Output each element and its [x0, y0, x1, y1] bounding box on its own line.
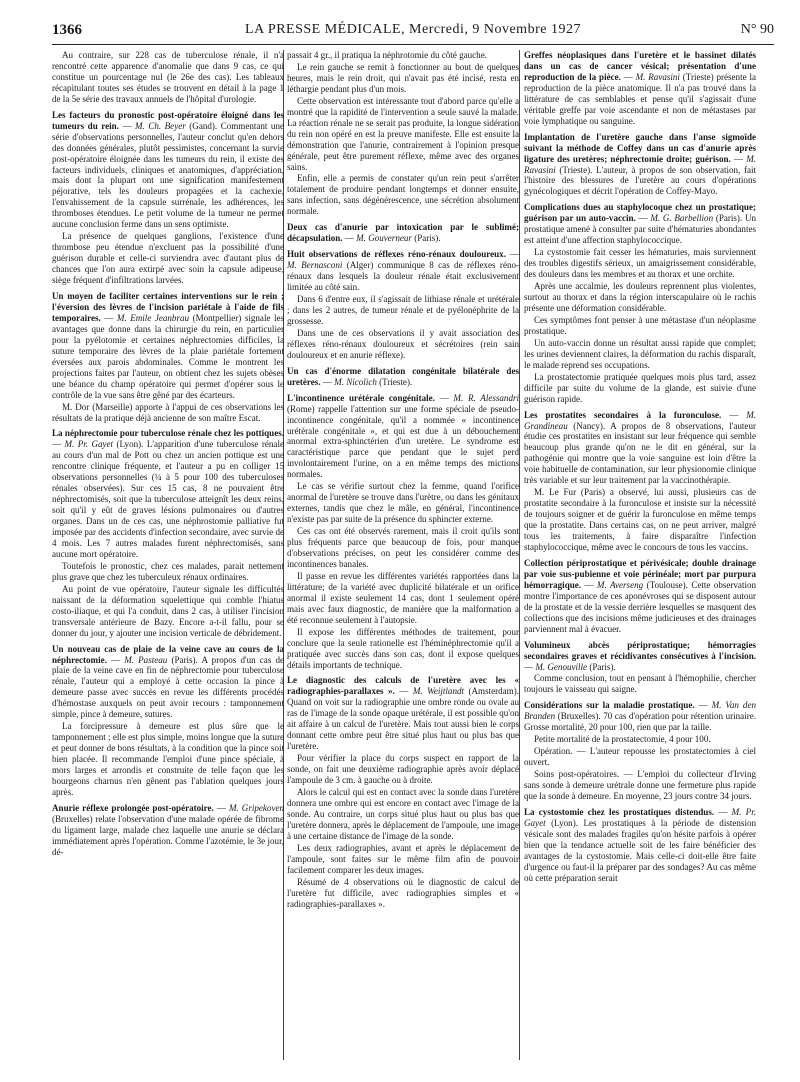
article-place: (Rome)	[287, 403, 315, 414]
paragraph: Après une accalmie, les douleurs reprennent plus violentes, surtout au thorax et dans la région interscapulaire où le rachis présente une déformation considérable.	[524, 281, 756, 313]
article-text: Les prostatiques à la période de distension vésicale sont des malades fragiles qu'on hésite parfois à opérer bien que la tendance actuelle soit de les faire bénéficier des avantages de la cystostomie. Mais celle-ci doit-elle être faite d'urgence ou faut-il la préparer par des sondages? Au cas même où cette préparation serait	[524, 817, 756, 883]
article-author: M. Ch. Beyer	[135, 120, 186, 131]
article-title: La néphrectomie pour tuberculose rénale chez les pottiques.	[52, 428, 284, 439]
article-author: M. R. Alessandri	[453, 392, 519, 403]
article-place: (Gand).	[189, 120, 218, 131]
paragraph: Ces cas ont été observés rarement, mais il croit qu'ils sont plus fréquents parce que beaucoup de fois, pour manque d'observations précises, on peut les considérer comme des incontinences banales.	[287, 526, 519, 569]
paragraph: Opération. — L'auteur repousse les prostatectomies à ciel ouvert.	[524, 746, 756, 768]
paragraph: La cystostomie fait cesser les hématuries, mais surviennent des troubles digestifs sérieux, un amaigrissement considérable, des douleurs dans les membres et au thorax et une orchite.	[524, 247, 756, 280]
article-place: (Bruxelles).	[557, 711, 601, 722]
article-author: M. Ravasini	[524, 153, 756, 175]
column-2	[287, 50, 519, 1062]
article-title: Greffes néoplasiques dans l'uretère et le bassinet dilatés dans un cas de cancer vésical; présentation d'une reproduction de la pièce.	[524, 50, 756, 82]
article-entry: Deux cas d'anurie par intoxication par le sublimé; décapsulation. — M. Gouverneur (Paris).	[287, 222, 519, 244]
article-text: Quand on voit sur la radiographie une ombre ronde ou ovale au ras de l'image de la sonde opaque urétérale, il est possible qu'on ait affaire à un calcul de l'uretère. Mais tout aussi bien le corps donnant cette ombre peut être situé plus haut ou plus bas que l'uretère.	[287, 697, 519, 752]
article-title: Volumineux abcès périprostatique; hémorragies secondaires graves et récidivantes consécutives à l'incision.	[524, 639, 756, 661]
paragraph: Ces symptômes font penser à une métastase d'un néoplasme prostatique.	[524, 314, 756, 336]
journal-name: LA PRESSE MÉDICALE,	[245, 22, 406, 37]
article-text: communique 8 cas de réflexes réno-rénaux dans lesquels la douleur rénale était exclusivement limitée au côté sain.	[287, 260, 519, 293]
article-title: L'incontinence urétérale congénitale.	[287, 392, 435, 403]
paragraph: Pour vérifier la place du corps suspect en rapport de la sonde, on fait une deuxième radiographie après avoir déplacé l'ampoule de 3 cm. à gauche ou à droite.	[287, 753, 519, 786]
article-entry: L'incontinence urétérale congénitale. — M. R. Alessandri (Rome) rappelle l'attention sur une forme spéciale de pseudo-incontinence congénitale, qu'il a nommée « incontinence urétérale congénitale », et qui est due à un débouchement anormal extra-sphinctérien d'un uretère. Le syndrome est caractéristique parce que pendant que le sujet perd involontairement l'urine, on a en même temps des mictions normales.	[287, 392, 519, 480]
paragraph: Il passe en revue les différentes variétés rapportées dans la littérature; de la variété avec duplicité bilatérale et un orifice anormal il existe seulement 14 cas, dont 1 seulement opéré mais avec faux diagnostic, de manière que la malformation a été reconnue seulement à l'autopsie.	[287, 570, 519, 625]
paragraph: Cette observation est intéressante tout d'abord parce qu'elle a montré que la rapidité de l'intervention a seule sauvé la malade. La réaction rénale ne se serait pas produite, la longue sidération du rein non opéré en est la preuve manifeste. Elle est ensuite la démonstration que l'anurie, contrairement à l'opinion presque générale, peut être purement réflexe, même avec des organes sains.	[287, 95, 519, 172]
article-place: (Amsterdam).	[468, 686, 519, 697]
article-text: relate l'observation d'une malade opérée de fibrome du ligament large, malade chez laquelle une anurie se déclara immédiatement après l'opération. Comme l'azotémie, le 3e jour, dé-	[52, 813, 284, 857]
paragraph: Le cas se vérifie surtout chez la femme, quand l'orifice anormal de l'uretère se trouve dans l'urètre, ou dans les génitaux externes, tandis que chez le mâle, en général, l'incontinence n'existe pas par suite de la présence du sphincter externe.	[287, 481, 519, 525]
paragraph: La prostatectomie pratiquée quelques mois plus tard, assez difficile par suite du volume de la glande, est suivie d'une guérison rapide.	[524, 371, 756, 404]
article-entry: Volumineux abcès périprostatique; hémorragies secondaires graves et récidivantes consécutives à l'incision. — M. Genouville (Paris).	[524, 639, 756, 672]
article-entry: Huit observations de réflexes réno-rénaux douloureux. — M. Bernasconi (Alger) communique 8 cas de réflexes réno-rénaux dans lesquels la douleur rénale était exclusivement limitée au côté sain.	[287, 249, 519, 293]
paragraph: Toutefois le pronostic, chez ces malades, parait nettement plus grave que chez les tuberculeux rénaux ordinaires.	[52, 560, 284, 582]
article-text: A propos de 8 observations, l'auteur étudie ces prostatites en insistant sur leur fréquence qui semble beaucoup plus grande qu'on ne le dit en général, sur la pathogénie qui montre que la voie sanguine est loin d'être la voie habituelle de contamination, sur leur physionomie clinique très variable et sur leur traitement par la vaccinothérapie.	[524, 420, 756, 486]
column-1	[52, 50, 284, 1062]
article-author: M. Nicolich	[334, 376, 377, 387]
article-entry: La néphrectomie pour tuberculose rénale chez les pottiques. — M. Pr. Gayet (Lyon). L'apparition d'une tuberculose rénale au cours d'un mal de Pott ou chez un ancien pottique est une rencontre clinique fréquente, et l'auteur a pu en colliger 15 observations personnelles (¼ à 5 pour 100 des tuberculoses rénales observées). Sur ces 15 cas, 8 ne pouvaient être néphrectomisés, soit que la tuberculose atteignît les deux reins, soit qu'il y eût de graves lésions pulmonaires ou d'autres organes. Dans un de ces cas, une néphrostomie palliative fut imposée par des accidents d'infection secondaire, avec survie de 4 mois. Les 7 autres malades furent néphrectomisés, sans aucune mort opératoire.	[52, 428, 284, 559]
article-place: (Paris).	[715, 213, 743, 224]
paragraph: Résumé de 4 observations où le diagnostic de calcul de l'uretère fut difficile, avec radiographies simples et « radiographies-parallaxes ».	[287, 876, 519, 909]
issue-date: Mercredi, 9 Novembre 1927	[409, 22, 581, 37]
article-text: Cette observation montre l'importance de ces aponévroses qui se disposent autour de la prostate et de la vessie derrière lesquelles se masquent des collections que des incisions même judicieuses et des drainages parviennent mal à évacuer.	[524, 579, 756, 634]
article-entry: Un moyen de faciliter certaines interventions sur le rein ; l'éversion des lèvres de l'incision pariétale à l'aide de fils temporaires. — M. Emile Jeanbrau (Montpellier) signale les avantages que donne dans la chirurgie du rein, en particulier pour la pyélotomie et certaines néphrectomies difficiles, la suture temporaire des lèvres de la plaie pariétale fortement éversées aux parois abdominales. Comme le montrent les projections faites par l'auteur, on obtient chez les sujets obèses une béance du champ opératoire qui permet d'opérer sous le contrôle de la vue sans être gêné par des écarteurs.	[52, 291, 284, 400]
article-title: Deux cas d'anurie par intoxication par le sublimé; décapsulation.	[287, 222, 519, 244]
paragraph: Petite mortalité de la prostatectomie, 4 pour 100.	[534, 734, 711, 745]
article-text: Commentant une série d'observations personnelles, l'auteur conclut qu'en dehors des données générales, plutôt pessimistes, concernant la survie post-opératoire éloignée dans les tumeurs du rein, il existe des facteurs individuels, cliniques et anatomiques, d'appréciation, mais dont la plupart ont une signification manifestement péjorative, tels les douleurs propagées et la cachexie, l'envahissement de la capsule surrénale, les adhérences, les thromboses étendues. Le petit volume de la tumeur ne permet aucune conclusion ferme dans un sens optimiste.	[52, 120, 284, 230]
paragraph: Dans une de ces observations il y avait association des réflexes réno-rénaux douloureux et sécrétoires (rein sain douloureux et en anurie réflexe).	[287, 327, 519, 360]
article-place: (Paris).	[589, 661, 616, 672]
article-entry: Considérations sur la maladie prostatique. — M. Van den Branden (Bruxelles). 70 cas d'opération pour rétention urinaire. Grosse mortalité, 20 pour 100, rien que par la taille.	[524, 700, 756, 733]
article-author: M. Weijtlandt	[412, 686, 464, 697]
issue-number: N° 90	[740, 22, 774, 37]
article-place: (Trieste).	[379, 376, 413, 387]
article-title: Un moyen de faciliter certaines interventions sur le rein ; l'éversion des lèvres de l'incision pariétale à l'aide de fils temporaires.	[52, 291, 284, 323]
article-author: M. Emile Jeanbrau	[116, 312, 190, 323]
article-title: La cystostomie chez les prostatiques distendus.	[524, 806, 715, 817]
article-author: M. Gripekoven	[228, 802, 284, 813]
article-author: M. Genouville	[535, 661, 588, 672]
paragraph: Un auto-vaccin donne un résultat aussi rapide que complet; les urines deviennent claires, la déformation du rachis disparaît, le malade reprend ses occupations.	[524, 337, 756, 370]
paragraph: M. Le Fur (Paris) a observé, lui aussi, plusieurs cas de prostatite secondaire à la furonculose et insiste sur la nécessité de toujours soigner et de guérir la furonculose en même temps que la prostatite. Dans certains cas, on ne peut arriver, malgré tous les traitements, à faire disparaître l'infection staphylococcique, même avec le concours de tous les vaccins.	[524, 487, 756, 552]
article-place: (Lyon).	[551, 817, 578, 828]
article-entry: Le diagnostic des calculs de l'uretère avec les « radiographies-parallaxes ». — M. Weijtlandt (Amsterdam). Quand on voit sur la radiographie une ombre ronde ou ovale au ras de l'image de la sonde opaque urétérale, il est possible qu'on ait affaire à un calcul de l'uretère. Mais tout aussi bien le corps donnant cette ombre peut être situé plus haut ou plus bas que l'uretère.	[287, 675, 519, 752]
column-3	[524, 50, 756, 1062]
article-title: Complications dues au staphylocoque chez un prostatique; guérison par un auto-vaccin.	[524, 202, 756, 224]
article-title: Le diagnostic des calculs de l'uretère avec les « radiographies-parallaxes ».	[287, 675, 519, 697]
article-author: M. Van den Branden	[524, 700, 756, 722]
article-title: Les prostatites secondaires à la furonculose.	[524, 409, 722, 420]
article-place: (Paris).	[171, 654, 198, 665]
paragraph: Au point de vue opératoire, l'auteur signale les difficultés naissant de la déformation squelettique qui comble l'hiatus costo-iliaque, et qui l'a conduit, dans 2 cas, à utiliser l'incision transversale antérieure de Bazy. Encore a-t-il fallu, pour se donner du jour, y ajouter une incision verticale de débridement.	[52, 583, 284, 638]
paragraph: Les deux radiographies, avant et après le déplacement de l'ampoule, sont faites sur le même film afin de pouvoir facilement comparer les deux images.	[287, 842, 519, 875]
article-author: M. Pr. Gayet	[64, 439, 114, 450]
article-place: (Lyon).	[116, 439, 144, 450]
article-author: M. G. Barbellion	[650, 213, 714, 224]
article-entry: Anurie réflexe prolongée post-opératoire. — M. Gripekoven (Bruxelles) relate l'observation d'une malade opérée de fibrome du ligament large, malade chez laquelle une anurie se déclara immédiatement après l'opération. Comme l'azotémie, le 3e jour, dé-	[52, 802, 284, 857]
article-text: L'apparition d'une tuberculose rénale au cours d'un mal de Pott ou chez un ancien pottique est une rencontre clinique fréquente, et l'auteur a pu en colliger 15 observations personnelles (¼ à 5 pour 100 des tuberculoses rénales observées). Sur ces 15 cas, 8 ne pouvaient être néphrectomisés, soit que la tuberculose atteignît les deux reins, soit qu'il y eût de graves lésions pulmonaires ou d'autres organes. Dans un de ces cas, une néphrostomie palliative fut imposée par des accidents d'infection secondaire, avec survie de 4 mois. Les 7 autres malades furent néphrectomisés, sans aucune mort opératoire.	[52, 439, 284, 559]
article-place: (Alger)	[346, 260, 374, 271]
article-author: M. Gouverneur	[356, 233, 412, 244]
page-number: 1366	[52, 22, 82, 38]
article-title: Implantation de l'uretère gauche dans l'anse sigmoïde suivant la méthode de Coffey dans un cas d'anurie après ligature des uretères; néphrectomie droite; guérison.	[524, 131, 756, 164]
paragraph: Au contraire, sur 228 cas de tuberculose rénale, il n'a rencontré cette apparence d'anomalie que dans 9 cas, ce qui constitue un pourcentage nul (le 26e des cas). Les tableaux récapitulant toutes ses études se trouvent en détail à la page 1 de la 5e série des travaux annuels de l'hôpital d'urologie.	[52, 50, 284, 104]
paragraph: La présence de quelques ganglions, l'existence d'une thrombose peu étendue n'excluent pas la possibilité d'une guérison durable et celle-ci surviendra avec d'autant plus de chances que l'on aura extirpé avec soin la capsule adipeuse, siège fréquent d'infiltrations larvées.	[52, 231, 284, 286]
article-entry: Collection périprostatique et périvésicale; double drainage par voie sus-pubienne et voie périnéale; mort par purpura hémorragique. — M. Averseng (Toulouse). Cette observation montre l'importance de ces aponévroses qui se disposent autour de la prostate et de la vessie derrière lesquelles se masquent des collections que des incisions même judicieuses et des drainages parviennent mal à évacuer.	[524, 557, 756, 634]
paragraph: passait 4 gr., il pratiqua la néphrotomie du côté gauche.	[287, 50, 487, 60]
article-entry: Un cas d'énorme dilatation congénitale bilatérale des uretères. — M. Nicolich (Trieste).	[287, 365, 519, 387]
article-entry: Greffes néoplasiques dans l'uretère et le bassinet dilatés dans un cas de cancer vésical; présentation d'une reproduction de la pièce. — M. Ravasini (Trieste) présente la reproduction de la pièce anatomique. Il n'a pas trouvé dans la littérature de cas semblables et pense qu'il s'agissait d'une véritable greffe par voie ascendante et non de métastases par voie lymphatique ou sanguine.	[524, 50, 756, 126]
article-entry: Complications dues au staphylocoque chez un prostatique; guérison par un auto-vaccin. — M. G. Barbellion (Paris). Un prostatique amené à consulter par suite d'hématuries abondantes est atteint d'une affection staphylococcique.	[524, 202, 756, 246]
article-title: Collection périprostatique et périvésicale; double drainage par voie sus-pubienne et voie périnéale; mort par purpura hémorragique.	[524, 557, 756, 590]
article-text: signale les avantages que donne dans la chirurgie du rein, en particulier pour la pyélotomie et certaines néphrectomies difficiles, la suture temporaire des lèvres de la plaie pariétale fortement éversées aux parois abdominales. Comme le montrent les projections faites par l'auteur, on obtient chez les sujets obèses une béance du champ opératoire qui permet d'opérer sous le contrôle de la vue sans être gêné par des écarteurs.	[52, 312, 284, 400]
article-author: M. Pasteau	[124, 654, 168, 665]
paragraph: Alors le calcul qui est en contact avec la sonde dans l'uretère donnera une ombre qui est encore en contact avec l'image de la sonde. Au contraire, un corps situé plus haut ou plus bas que l'uretère donnera, après le déplacement de l'ampoule, une image à une certaine distance de l'image de la sonde.	[287, 787, 519, 841]
article-text: présente la reproduction de la pièce anatomique. Il n'a pas trouvé dans la littérature de cas semblables et pense qu'il s'agissait d'une véritable greffe par voie ascendante et non de métastases par voie lymphatique ou sanguine.	[524, 71, 756, 126]
article-place: (Nancy).	[573, 420, 606, 431]
paragraph: Il expose les différentes méthodes de traitement, pour conclure que la seule rationelle est l'héminéphrectomie qu'il a pratiquée avec succès dans son cas, dont il expose quelques détails importants de technique.	[287, 626, 519, 670]
article-title: Huit observations de réflexes réno-rénaux douloureux.	[287, 249, 506, 260]
article-author: M. Pr. Gayet	[524, 806, 756, 828]
paragraph: M. Dor (Marseille) apporte à l'appui de ces observations les résultats de la pratique déjà ancienne de son maître Escat.	[52, 401, 284, 423]
article-text: rappelle l'attention sur une forme spéciale de pseudo-incontinence congénitale, qu'il a nommée « incontinence urétérale congénitale », et qui est due à un débouchement anormal extra-sphinctérien d'un uretère. Le syndrome est caractéristique parce que pendant que le sujet perd involontairement l'urine, on a en même temps des mictions normales.	[287, 403, 519, 480]
article-author: M. Grandineau	[524, 409, 756, 431]
article-text: Un prostatique amené à consulter par suite d'hématuries abondantes est atteint d'une affection staphylococcique.	[524, 213, 756, 246]
page-header	[52, 20, 774, 45]
article-author: M. Bernasconi	[287, 260, 343, 271]
article-title: Anurie réflexe prolongée post-opératoire.	[52, 802, 214, 813]
paragraph: La forcipressure à demeure est plus sûre que le tamponnement ; elle est plus simple, moins longue que la suture et peut donner de bons résultats, à la condition que la pince soit bien placée. Il recommande l'emploi d'une pince spéciale, à mors larges et arrondis et construite de telle façon que les bourgeons charnus n'en gênent pas l'ablation quelques jours après.	[52, 721, 284, 797]
article-entry: Un nouveau cas de plaie de la veine cave au cours de la néphrectomie. — M. Pasteau (Paris). A propos d'un cas de plaie de la veine cave en fin de néphrectomie pour tuberculose rénale, l'auteur qui a employé à cette occasion la pince à demeure passe avec succès en revue les différents procédés d'hémostase auxquels on peut avoir recours : tamponnement simple, pince à demeure, sutures.	[52, 643, 284, 720]
article-text: 70 cas d'opération pour rétention urinaire. Grosse mortalité, 20 pour 100, rien que par la taille.	[524, 711, 756, 733]
paragraph: Dans 6 d'entre eux, il s'agissait de lithiase rénale et urétérale ; dans les 2 autres, de tumeur rénale et de pyélonéphrite de la grossesse.	[287, 294, 519, 326]
article-entry: Implantation de l'uretère gauche dans l'anse sigmoïde suivant la méthode de Coffey dans un cas d'anurie après ligature des uretères; néphrectomie droite; guérison. — M. Ravasini (Trieste). L'auteur, à propos de son observation, fait l'histoire des blessures de l'uretère au cours d'opérations gynécologiques et décrit l'opération de Coffey-Mayo.	[524, 131, 756, 197]
paragraph: Le rein gauche se remit à fonctionner au bout de quelques heures, mais le rein droit, qui n'avait pas été incisé, resta en léthargie pendant plus d'un mois.	[287, 61, 519, 94]
article-place: (Toulouse).	[646, 579, 688, 590]
journal-title	[52, 22, 774, 38]
article-place: (Montpellier)	[192, 312, 242, 323]
article-author: M. Averseng	[596, 579, 644, 590]
article-place: (Paris).	[414, 233, 441, 244]
article-place: (Trieste)	[682, 71, 714, 82]
article-title: Un cas d'énorme dilatation congénitale bilatérale des uretères.	[287, 365, 519, 387]
article-place: (Bruxelles)	[52, 813, 93, 824]
article-entry: Les facteurs du pronostic post-opératoire éloigné dans les tumeurs du rein. — M. Ch. Beyer (Gand). Commentant une série d'observations personnelles, l'auteur conclut qu'en dehors des données générales, plutôt pessimistes, concernant la survie post-opératoire éloignée dans les tumeurs du rein, il existe des facteurs individuels, cliniques et anatomiques, d'appréciation, mais dont la plupart ont une signification manifestement péjorative, tels les douleurs propagées et la cachexie, l'envahissement de la capsule surrénale, les adhérences, les thromboses étendues. Le petit volume de la tumeur ne permet aucune conclusion ferme dans un sens optimiste.	[52, 109, 284, 230]
article-author: M. Ravasini	[635, 71, 680, 82]
column-divider	[519, 50, 520, 1060]
paragraph: Soins post-opératoires. — L'emploi du collecteur d'Irving sans sonde à demeure urétrale donne une fermeture plus rapide que la sonde à demeure. En moyenne, 23 jours contre 34 jours.	[524, 769, 756, 801]
article-text: L'auteur, à propos de son observation, fait l'histoire des blessures de l'uretère au cours d'opérations gynécologiques et décrit l'opération de Coffey-Mayo.	[524, 164, 756, 197]
article-place: (Trieste).	[559, 164, 593, 175]
paragraph: Comme conclusion, tout en pensant à l'hémophilie, chercher toujours le vaisseau qui saigne.	[524, 673, 756, 695]
article-title: Un nouveau cas de plaie de la veine cave au cours de la néphrectomie.	[52, 643, 284, 665]
article-title: Les facteurs du pronostic post-opératoire éloigné dans les tumeurs du rein.	[52, 109, 284, 131]
paragraph: Enfin, elle a permis de constater qu'un rein peut s'arrêter totalement de produire pendant longtemps et donner ensuite, sans infection, sans dégénérescence, une sécrétion absolument normale.	[287, 173, 519, 217]
article-entry: Les prostatites secondaires à la furonculose. — M. Grandineau (Nancy). A propos de 8 observations, l'auteur étudie ces prostatites en insistant sur leur fréquence qui semble beaucoup plus grande qu'on ne le dit en général, sur la pathogénie qui montre que la voie sanguine est loin d'être la voie habituelle de contamination, sur leur physionomie clinique très variable et sur leur traitement par la vaccinothérapie.	[524, 409, 756, 486]
article-title: Considérations sur la maladie prostatique.	[524, 700, 695, 711]
article-entry: La cystostomie chez les prostatiques distendus. — M. Pr. Gayet (Lyon). Les prostatiques à la période de distension vésicale sont des malades fragiles qu'on hésite parfois à opérer bien que la tendance actuelle soit de les faire bénéficier des avantages de la cystostomie. Mais celle-ci doit-elle être faite d'urgence ou faut-il la préparer par des sondages? Au cas même où cette préparation serait	[524, 806, 756, 883]
article-text: A propos d'un cas de plaie de la veine cave en fin de néphrectomie pour tuberculose rénale, l'auteur qui a employé à cette occasion la pince à demeure passe avec succès en revue les différents procédés d'hémostase auxquels on peut avoir recours : tamponnement simple, pince à demeure, sutures.	[52, 654, 284, 720]
